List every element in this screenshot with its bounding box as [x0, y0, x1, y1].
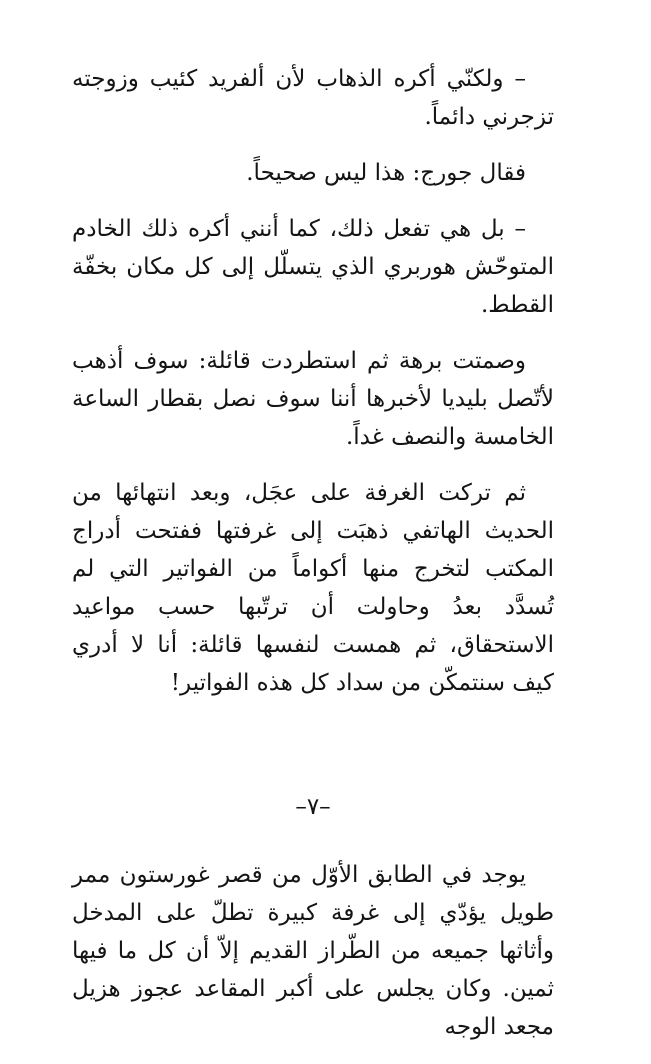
paragraph: – بل هي تفعل ذلك، كما أنني أكره ذلك الخادم المتوحّش هوربري الذي يتسلّل إلى كل مكان بخفّة القطط. — [72, 216, 554, 318]
book-page — [72, 60, 554, 1064]
paragraph: ثم تركت الغرفة على عجَل، وبعد انتهائها من الحديث الهاتفي ذهبَت إلى غرفتها ففتحت أدراج المكتب لتخرج منها أكواماً من الفواتير التي لم تُسدَّد بعدُ وحاولت أن ترتّبها حسب مواعيد الاستحقاق، ثم همست لنفسها قائلة: أنا لا أدري كيف سنتمكّن من سداد كل هذه الفواتير! — [72, 480, 554, 696]
paragraph: يوجد في الطابق الأوّل من قصر غورستون ممر طويل يؤدّي إلى غرفة كبيرة تطلّ على المدخل وأثاثها جميعه من الطّراز القديم إلاّ أن كل ما فيها ثمين. وكان يجلس على أكبر المقاعد عجوز هزيل مجعد الوجه — [72, 862, 554, 1040]
chapter-number: –٧– — [295, 794, 331, 820]
paragraph: – ولكنّي أكره الذهاب لأن ألفريد كئيب وزوجته تزجرني دائماً. — [72, 66, 554, 130]
paragraph: وصمتت برهة ثم استطردت قائلة: سوف أذهب لأتّصل بليديا لأخبرها أننا سوف نصل بقطار الساعة الخامسة والنصف غداً. — [72, 348, 554, 450]
paragraph: فقال جورج: هذا ليس صحيحاً. — [246, 160, 526, 186]
